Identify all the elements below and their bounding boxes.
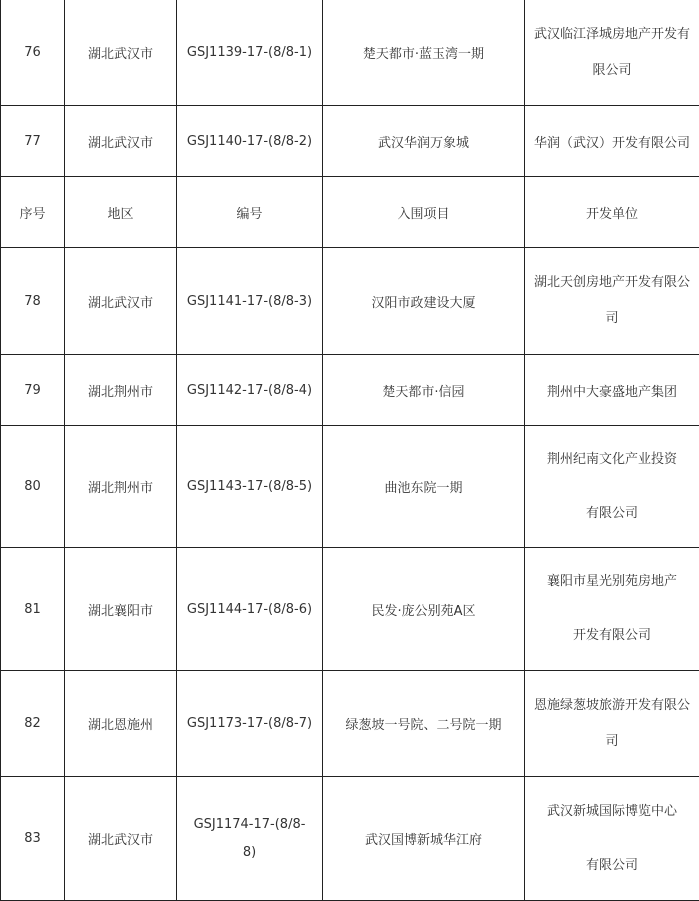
region-cell: 湖北荆州市 bbox=[65, 426, 177, 548]
code-line: 8) bbox=[181, 839, 318, 867]
developer-line: 武汉临江泽城房地产开发有 bbox=[529, 17, 695, 53]
developer-line: 限公司 bbox=[529, 53, 695, 89]
developer-cell: 荆州中大豪盛地产集团 bbox=[525, 355, 699, 426]
table-row bbox=[1, 248, 699, 355]
table-row bbox=[1, 777, 699, 901]
seq-cell: 81 bbox=[1, 548, 65, 671]
code-cell bbox=[177, 777, 323, 901]
project-cell: 绿葱坡一号院、二号院一期 bbox=[323, 671, 525, 777]
developer-cell: 华润（武汉）开发有限公司 bbox=[525, 106, 699, 177]
code-line: GSJ1174-17-(8/8- bbox=[181, 811, 318, 839]
header-developer: 开发单位 bbox=[525, 177, 699, 248]
project-cell: 楚天都市·蓝玉湾一期 bbox=[323, 0, 525, 106]
region-cell: 湖北武汉市 bbox=[65, 248, 177, 355]
seq-cell: 82 bbox=[1, 671, 65, 777]
region-cell: 湖北武汉市 bbox=[65, 777, 177, 901]
project-cell: 武汉华润万象城 bbox=[323, 106, 525, 177]
seq-cell: 79 bbox=[1, 355, 65, 426]
table-row bbox=[1, 106, 699, 177]
developer-line: 有限公司 bbox=[529, 839, 695, 893]
developer-line: 荆州纪南文化产业投资 bbox=[529, 433, 695, 487]
table-row bbox=[1, 355, 699, 426]
region-cell: 湖北恩施州 bbox=[65, 671, 177, 777]
header-seq: 序号 bbox=[1, 177, 65, 248]
seq-cell: 77 bbox=[1, 106, 65, 177]
developer-line: 开发有限公司 bbox=[529, 609, 695, 663]
project-cell: 楚天都市·信园 bbox=[323, 355, 525, 426]
developer-line: 襄阳市星光别苑房地产 bbox=[529, 555, 695, 609]
header-code: 编号 bbox=[177, 177, 323, 248]
seq-cell: 83 bbox=[1, 777, 65, 901]
developer-line: 湖北天创房地产开发有限公 bbox=[529, 265, 695, 301]
code-cell: GSJ1140-17-(8/8-2) bbox=[177, 106, 323, 177]
region-cell: 湖北武汉市 bbox=[65, 106, 177, 177]
code-cell: GSJ1142-17-(8/8-4) bbox=[177, 355, 323, 426]
developer-cell bbox=[525, 426, 699, 548]
code-cell: GSJ1173-17-(8/8-7) bbox=[177, 671, 323, 777]
table-row bbox=[1, 548, 699, 671]
region-cell: 湖北荆州市 bbox=[65, 355, 177, 426]
project-cell: 武汉国博新城华江府 bbox=[323, 777, 525, 901]
developer-cell bbox=[525, 0, 699, 106]
developer-line: 司 bbox=[529, 724, 695, 760]
seq-cell: 78 bbox=[1, 248, 65, 355]
region-cell: 湖北武汉市 bbox=[65, 0, 177, 106]
table-row bbox=[1, 426, 699, 548]
developer-cell bbox=[525, 548, 699, 671]
project-cell: 曲池东院一期 bbox=[323, 426, 525, 548]
header-project: 入围项目 bbox=[323, 177, 525, 248]
developer-line: 司 bbox=[529, 301, 695, 337]
developer-cell bbox=[525, 248, 699, 355]
project-cell: 民发·庞公别苑A区 bbox=[323, 548, 525, 671]
seq-cell: 80 bbox=[1, 426, 65, 548]
developer-cell bbox=[525, 671, 699, 777]
code-cell: GSJ1144-17-(8/8-6) bbox=[177, 548, 323, 671]
header-row bbox=[1, 177, 699, 248]
code-cell: GSJ1139-17-(8/8-1) bbox=[177, 0, 323, 106]
developer-cell bbox=[525, 777, 699, 901]
seq-cell: 76 bbox=[1, 0, 65, 106]
code-cell: GSJ1143-17-(8/8-5) bbox=[177, 426, 323, 548]
region-cell: 湖北襄阳市 bbox=[65, 548, 177, 671]
developer-line: 武汉新城国际博览中心 bbox=[529, 785, 695, 839]
table-row bbox=[1, 0, 699, 106]
header-region: 地区 bbox=[65, 177, 177, 248]
developer-line: 有限公司 bbox=[529, 487, 695, 541]
code-cell: GSJ1141-17-(8/8-3) bbox=[177, 248, 323, 355]
project-cell: 汉阳市政建设大厦 bbox=[323, 248, 525, 355]
developer-line: 恩施绿葱坡旅游开发有限公 bbox=[529, 688, 695, 724]
table-row bbox=[1, 671, 699, 777]
